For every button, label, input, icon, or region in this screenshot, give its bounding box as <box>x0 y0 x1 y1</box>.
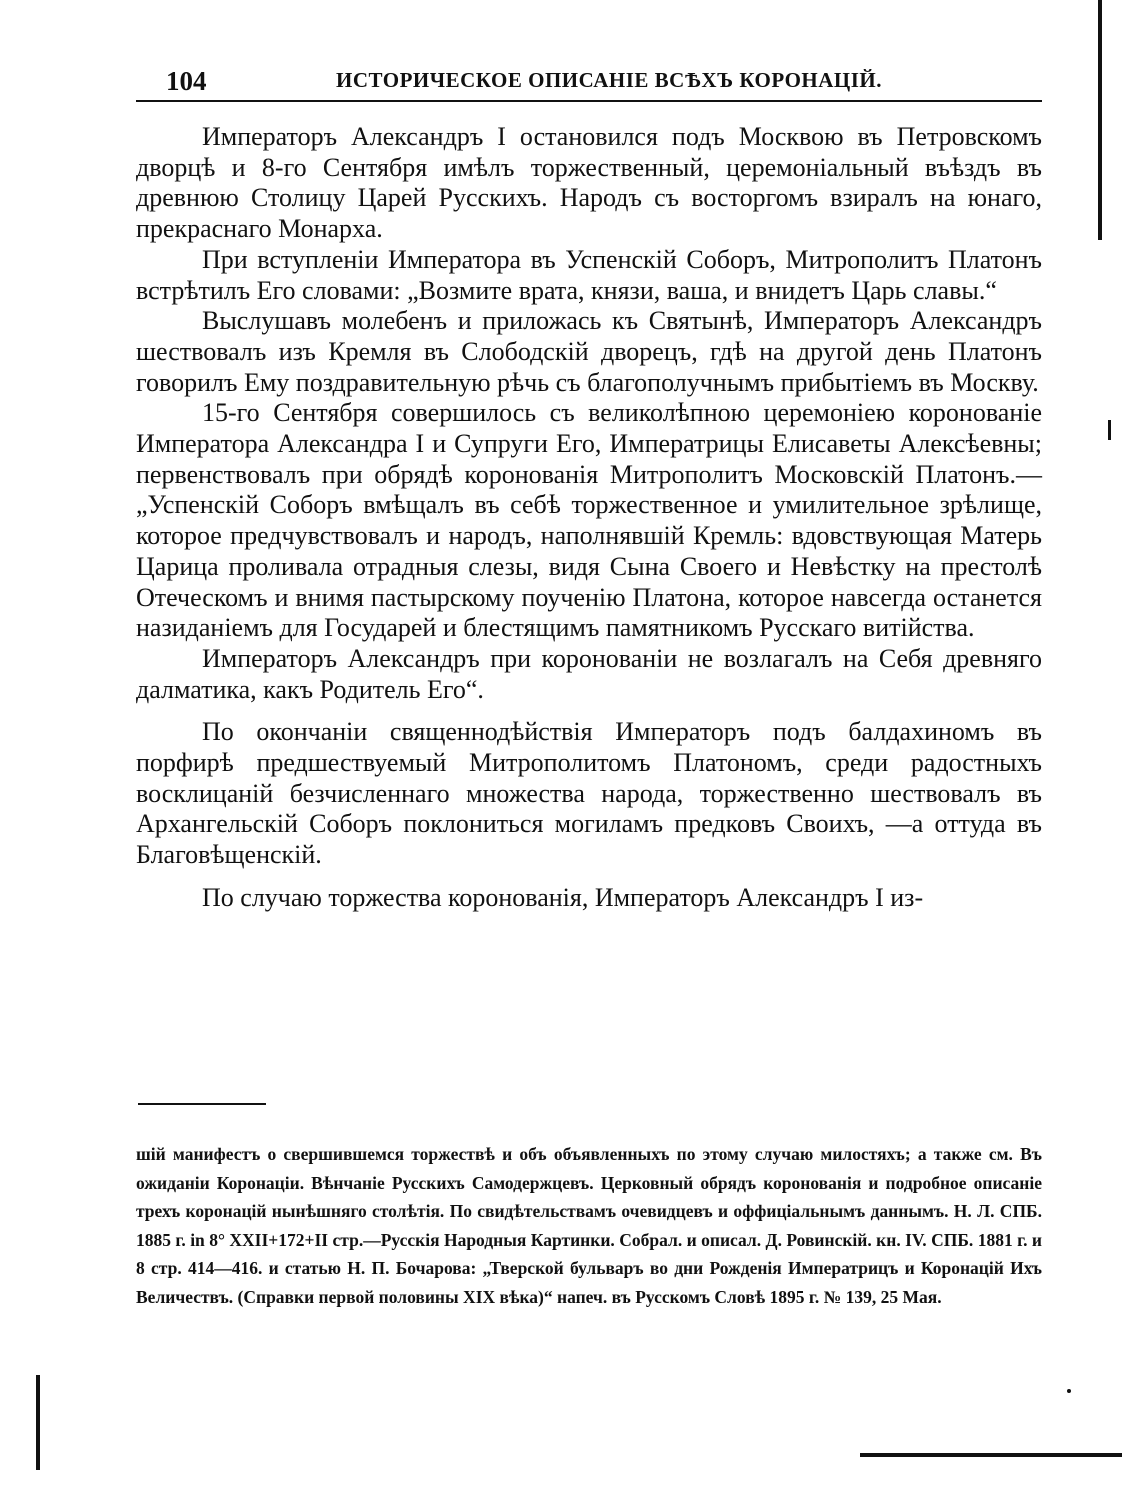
scan-edge-mark-top-right <box>1098 0 1102 240</box>
scan-edge-mark-bottom-left <box>36 1375 40 1470</box>
page-header <box>136 60 1042 102</box>
paragraph: Императоръ Александръ при коронованіи не возлагалъ на Себя древняго далматика, какъ Родитель Его“. <box>136 643 1042 704</box>
paragraph: Выслушавъ молебенъ и приложась къ Святынѣ, Императоръ Александръ шествовалъ изъ Кремля въ Слободскій дворецъ, гдѣ на другой день Платонъ говорилъ Ему поздравительную рѣчь съ благополучнымъ прибытіемъ въ Москву. <box>136 306 1042 397</box>
paragraph: По окончаніи священнодѣйствія Императоръ подъ балдахиномъ въ порфирѣ предшествуемый Митрополитомъ Платономъ, среди радостныхъ восклицаній безчисленнаго множества народа, торжественно шествовалъ въ Архангельскій Соборъ поклониться могиламъ предковъ Своихъ, —а оттуда въ Благовѣщенскій. <box>136 717 1042 870</box>
paragraph: При вступленіи Императора въ Успенскій Соборъ, Митрополитъ Платонъ встрѣтилъ Его словами: „Возмите врата, князи, ваша, и внидетъ Царь славы.“ <box>136 244 1042 305</box>
footnote <box>136 1140 1042 1311</box>
body-text <box>136 122 1042 914</box>
footnote-rule <box>138 1103 266 1105</box>
running-title: ИСТОРИЧЕСКОЕ ОПИСАНІЕ ВСѢХЪ КОРОНАЦІЙ. <box>336 68 883 92</box>
footnote-text: шій манифестъ о свершившемся торжествѣ и объ объявленныхъ по этому случаю милостяхъ; а также см. Въ ожиданіи Коронаціи. Вѣнчаніе Русскихъ Самодержцевъ. Церковный обрядъ коронованія и подробное описаніе трехъ коронацій нынѣшняго столѣтія. По свидѣтельствамъ очевидцевъ и оффиціальнымъ даннымъ. Н. Л. СПБ. 1885 г. in 8° XXII+172+II стр.—Русскія Народныя Картинки. Собрал. и описал. Д. Ровинскій. кн. IV. СПБ. 1881 г. и 8 стр. 414—416. и статью Н. П. Бочарова: „Тверской бульваръ во дни Рожденія Императрицъ и Коронацій Ихъ Величествъ. (Справки первой половины XIX вѣка)“ напеч. въ Русскомъ Словѣ 1895 г. № 139, 25 Мая. <box>136 1144 1042 1307</box>
scan-edge-mark-bottom-right <box>860 1453 1122 1457</box>
scan-edge-mark-right <box>1108 420 1111 440</box>
page-number: 104 <box>166 66 207 96</box>
paragraph: По случаю торжества коронованія, Императоръ Александръ I из- <box>202 882 924 912</box>
paragraph: 15-го Сентября совершилось съ великолѣпною церемоніею коронованіе Императора Александра I и Супруги Его, Императрицы Елисаветы Алексѣевны; первенствовалъ при обрядѣ коронованія Митрополитъ Московскій Платонъ.—„Успенскій Соборъ вмѣщалъ въ себѣ торжественное и умилительное зрѣлище, которое предчувствовалъ и народъ, наполнявшій Кремль: вдовствующая Матерь Царица проливала отрадныя слезы, видя Сына Своего и Невѣстку на престолѣ Отеческомъ и внимя пастырскому поученію Платона, которое навсегда останется назиданіемъ для Государей и блестящимъ памятникомъ Русскаго витійства. <box>136 398 1042 643</box>
paragraph: Императоръ Александръ I остановился подъ Москвою въ Петровскомъ дворцѣ и 8-го Сентября имѣлъ торжественный, церемоніальный въѣздъ въ древнюю Столицу Царей Русскихъ. Народъ съ восторгомъ взиралъ на юнаго, прекраснаго Монарха. <box>136 122 1042 244</box>
scan-dot <box>1067 1389 1071 1393</box>
